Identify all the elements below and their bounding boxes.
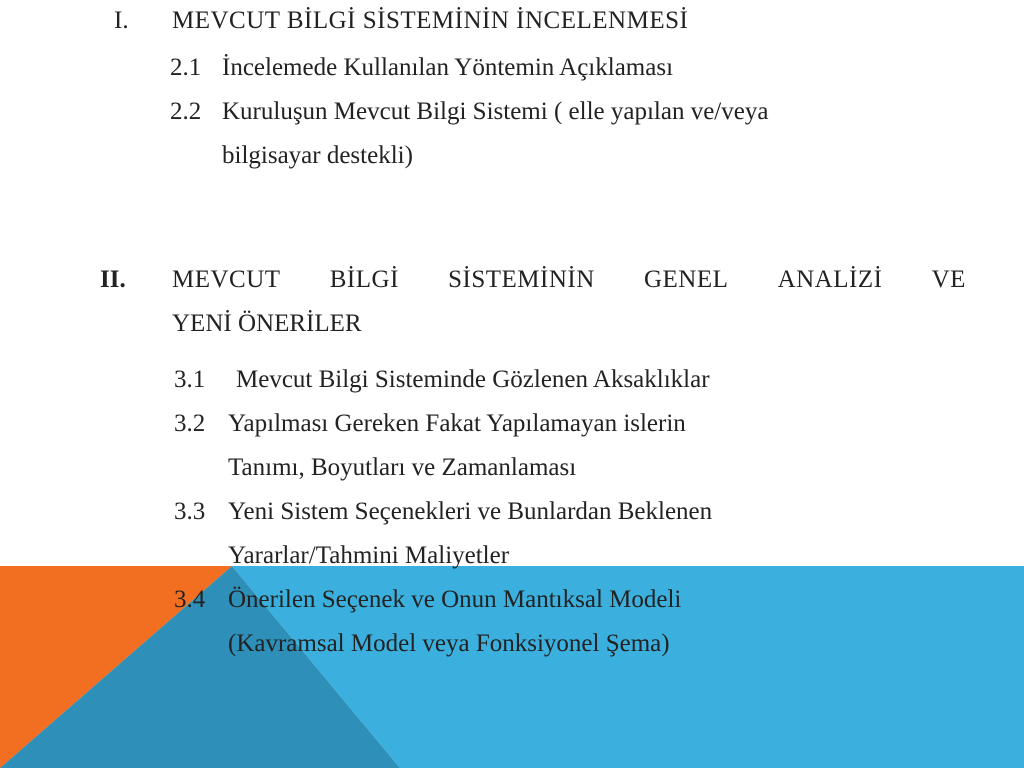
item-2-2-continuation <box>222 141 413 171</box>
item-number: 2.1 <box>170 54 202 81</box>
item-text: Kuruluşun Mevcut Bilgi Sistemi ( elle yapılan ve/veya <box>222 98 769 125</box>
title-word: MEVCUT <box>172 266 281 293</box>
section-1-number: I. <box>114 7 129 34</box>
title-word: GENEL <box>643 266 729 293</box>
section-2-heading-line2 <box>172 309 362 339</box>
section-2-title-continuation: YENİ ÖNERİLER <box>172 310 362 337</box>
item-text-continuation: bilgisayar destekli) <box>222 142 413 169</box>
item-text: Yapılması Gereken Fakat Yapılamayan islerin <box>228 410 686 437</box>
item-text-continuation: Yararlar/Tahmini Maliyetler <box>228 542 510 569</box>
item-number: 3.1 <box>174 366 206 393</box>
item-3-2-continuation <box>228 453 576 483</box>
item-number: 3.3 <box>174 498 206 525</box>
section-2-number: II. <box>100 266 126 293</box>
item-3-3-continuation <box>228 541 509 571</box>
item-text: Önerilen Seçenek ve Onun Mantıksal Modeli <box>228 586 682 613</box>
item-text: İncelemede Kullanılan Yöntemin Açıklaması <box>222 54 674 81</box>
section-2-title <box>172 265 966 295</box>
item-text: Mevcut Bilgi Sisteminde Gözlenen Aksaklıklar <box>236 366 710 393</box>
item-text-continuation: (Kavramsal Model veya Fonksiyonel Şema) <box>228 630 670 657</box>
section-1-title: MEVCUT BİLGİ SİSTEMİNİN İNCELENMESİ <box>172 7 689 34</box>
item-text-continuation: Tanımı, Boyutları ve Zamanlaması <box>228 454 577 481</box>
title-word: SİSTEMİNİN <box>448 266 595 293</box>
title-word: BİLGİ <box>329 266 399 293</box>
item-3-4-continuation <box>228 629 670 659</box>
item-number: 2.2 <box>170 98 202 125</box>
item-text: Yeni Sistem Seçenekleri ve Bunlardan Beklenen <box>228 498 713 525</box>
item-number: 3.4 <box>174 586 206 613</box>
item-number: 3.2 <box>174 410 206 437</box>
title-word: ANALİZİ <box>777 266 883 293</box>
title-word: VE <box>931 266 966 293</box>
